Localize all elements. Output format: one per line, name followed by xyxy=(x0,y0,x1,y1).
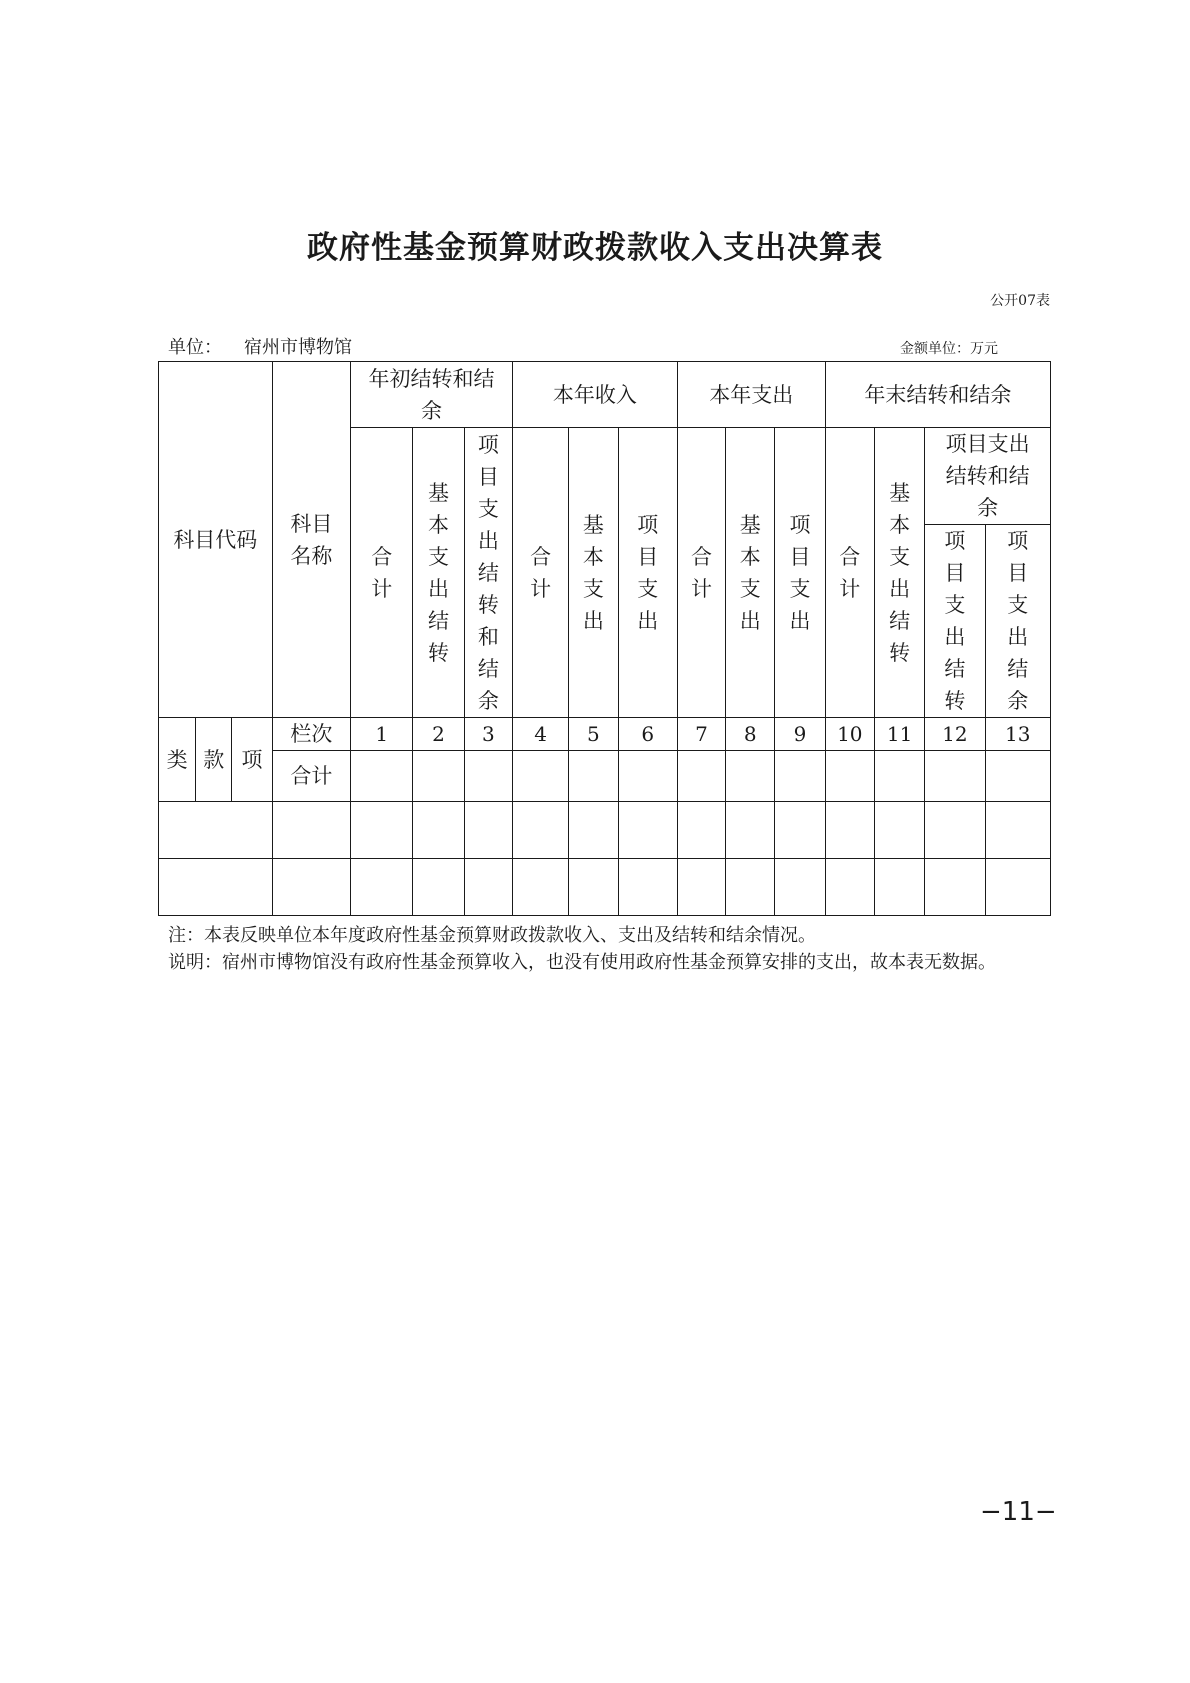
header-ending-project-carry xyxy=(925,525,985,718)
table-cell xyxy=(925,859,985,916)
sum-row-label: 合计 xyxy=(272,751,350,802)
column-number: 4 xyxy=(512,718,568,751)
table-cell xyxy=(618,751,677,802)
header-expense-project xyxy=(775,428,825,718)
ending-total-text: 合计 xyxy=(839,544,861,601)
table-cell xyxy=(775,802,825,859)
beginning-total-text: 合计 xyxy=(371,544,393,601)
table-cell xyxy=(351,859,413,916)
header-ending-balance: 年末结转和结余 xyxy=(825,362,1050,428)
table-cell xyxy=(874,802,924,859)
beginning-balance-text: 年初结转和结余 xyxy=(368,366,495,423)
beginning-basic-carry-text: 基本支出结转 xyxy=(428,480,450,665)
table-cell xyxy=(726,859,775,916)
table-cell xyxy=(351,802,413,859)
table-cell xyxy=(512,802,568,859)
table-cell xyxy=(775,859,825,916)
table-cell xyxy=(925,751,985,802)
table-cell xyxy=(985,751,1050,802)
header-ending-basic-carry xyxy=(874,428,924,718)
table-cell xyxy=(159,859,273,916)
table-cell xyxy=(618,802,677,859)
budget-table xyxy=(158,361,1051,916)
table-cell xyxy=(985,802,1050,859)
table-cell xyxy=(464,859,512,916)
header-subject-name xyxy=(272,362,350,718)
table-cell xyxy=(825,751,874,802)
header-subject-code: 科目代码 xyxy=(159,362,273,718)
table-cell xyxy=(726,802,775,859)
expense-basic-text: 基本支出 xyxy=(739,512,761,633)
header-expense-total xyxy=(677,428,725,718)
income-basic-text: 基本支出 xyxy=(582,512,604,633)
ending-project-carry-text: 项目支出结转 xyxy=(944,529,966,713)
table-cell xyxy=(413,802,464,859)
ending-project-carry-balance-text: 项目支出结转和结余 xyxy=(945,432,1030,520)
expense-total-text: 合计 xyxy=(690,544,712,601)
table-row xyxy=(159,859,1051,916)
column-number: 5 xyxy=(569,718,618,751)
table-cell xyxy=(413,859,464,916)
header-ending-total xyxy=(825,428,874,718)
table-number: 公开07表 xyxy=(990,293,1050,309)
table-cell xyxy=(512,859,568,916)
header-income-basic xyxy=(569,428,618,718)
header-income-project xyxy=(618,428,677,718)
column-number: 7 xyxy=(677,718,725,751)
table-cell xyxy=(272,802,350,859)
explanation-text: 说明：宿州市博物馆没有政府性基金预算收入，也没有使用政府性基金预算安排的支出，故本表无数据。 xyxy=(168,952,996,973)
ending-project-balance-text: 项目支出结余 xyxy=(1007,529,1029,713)
page-number: −11− xyxy=(980,1497,1057,1527)
income-total-text: 合计 xyxy=(530,544,552,601)
header-income-total xyxy=(512,428,568,718)
column-number: 1 xyxy=(351,718,413,751)
table-cell xyxy=(874,751,924,802)
header-category: 类 xyxy=(159,718,196,802)
expense-project-text: 项目支出 xyxy=(789,512,811,633)
beginning-project-carry-balance-text: 项目支出结转和结余 xyxy=(477,432,499,713)
table-cell xyxy=(569,802,618,859)
table-cell xyxy=(775,751,825,802)
table-cell xyxy=(677,802,725,859)
header-column-no: 栏次 xyxy=(272,718,350,751)
header-annual-expense: 本年支出 xyxy=(677,362,825,428)
column-number: 6 xyxy=(618,718,677,751)
unit-value: 宿州市博物馆 xyxy=(244,337,352,358)
table-cell xyxy=(874,859,924,916)
header-beginning-balance xyxy=(351,362,513,428)
ending-basic-carry-text: 基本支出结转 xyxy=(889,480,911,665)
unit-label: 单位： xyxy=(168,337,222,358)
unit-line xyxy=(168,333,352,359)
column-number: 10 xyxy=(825,718,874,751)
column-number: 13 xyxy=(985,718,1050,751)
table-row xyxy=(159,802,1051,859)
document-title: 政府性基金预算财政拨款收入支出决算表 xyxy=(307,230,883,266)
header-beginning-total xyxy=(351,428,413,718)
table-cell xyxy=(569,751,618,802)
column-number: 11 xyxy=(874,718,924,751)
header-beginning-basic-carry xyxy=(413,428,464,718)
table-cell xyxy=(272,859,350,916)
table-cell xyxy=(413,751,464,802)
table-cell xyxy=(677,859,725,916)
header-item: 项 xyxy=(232,718,272,802)
column-number: 3 xyxy=(464,718,512,751)
table-cell xyxy=(985,859,1050,916)
header-beginning-project-carry-balance xyxy=(464,428,512,718)
table-cell xyxy=(569,859,618,916)
table-cell xyxy=(825,859,874,916)
table-cell xyxy=(825,802,874,859)
table-cell xyxy=(464,802,512,859)
notes xyxy=(168,922,996,976)
table-cell xyxy=(726,751,775,802)
header-ending-project-balance xyxy=(985,525,1050,718)
header-section: 款 xyxy=(196,718,232,802)
table-cell xyxy=(925,802,985,859)
table-cell xyxy=(159,802,273,859)
income-project-text: 项目支出 xyxy=(637,512,659,633)
column-number: 8 xyxy=(726,718,775,751)
note-text: 注：本表反映单位本年度政府性基金预算财政拨款收入、支出及结转和结余情况。 xyxy=(168,925,816,946)
column-number: 12 xyxy=(925,718,985,751)
table-cell xyxy=(464,751,512,802)
column-number: 2 xyxy=(413,718,464,751)
table-cell xyxy=(677,751,725,802)
column-number: 9 xyxy=(775,718,825,751)
header-annual-income: 本年收入 xyxy=(512,362,677,428)
table-cell xyxy=(351,751,413,802)
table-cell xyxy=(512,751,568,802)
header-expense-basic xyxy=(726,428,775,718)
table-cell xyxy=(618,859,677,916)
amount-unit: 金额单位：万元 xyxy=(900,341,998,357)
subject-name-text: 科目名称 xyxy=(290,511,333,568)
header-ending-project-carry-balance xyxy=(925,428,1051,525)
